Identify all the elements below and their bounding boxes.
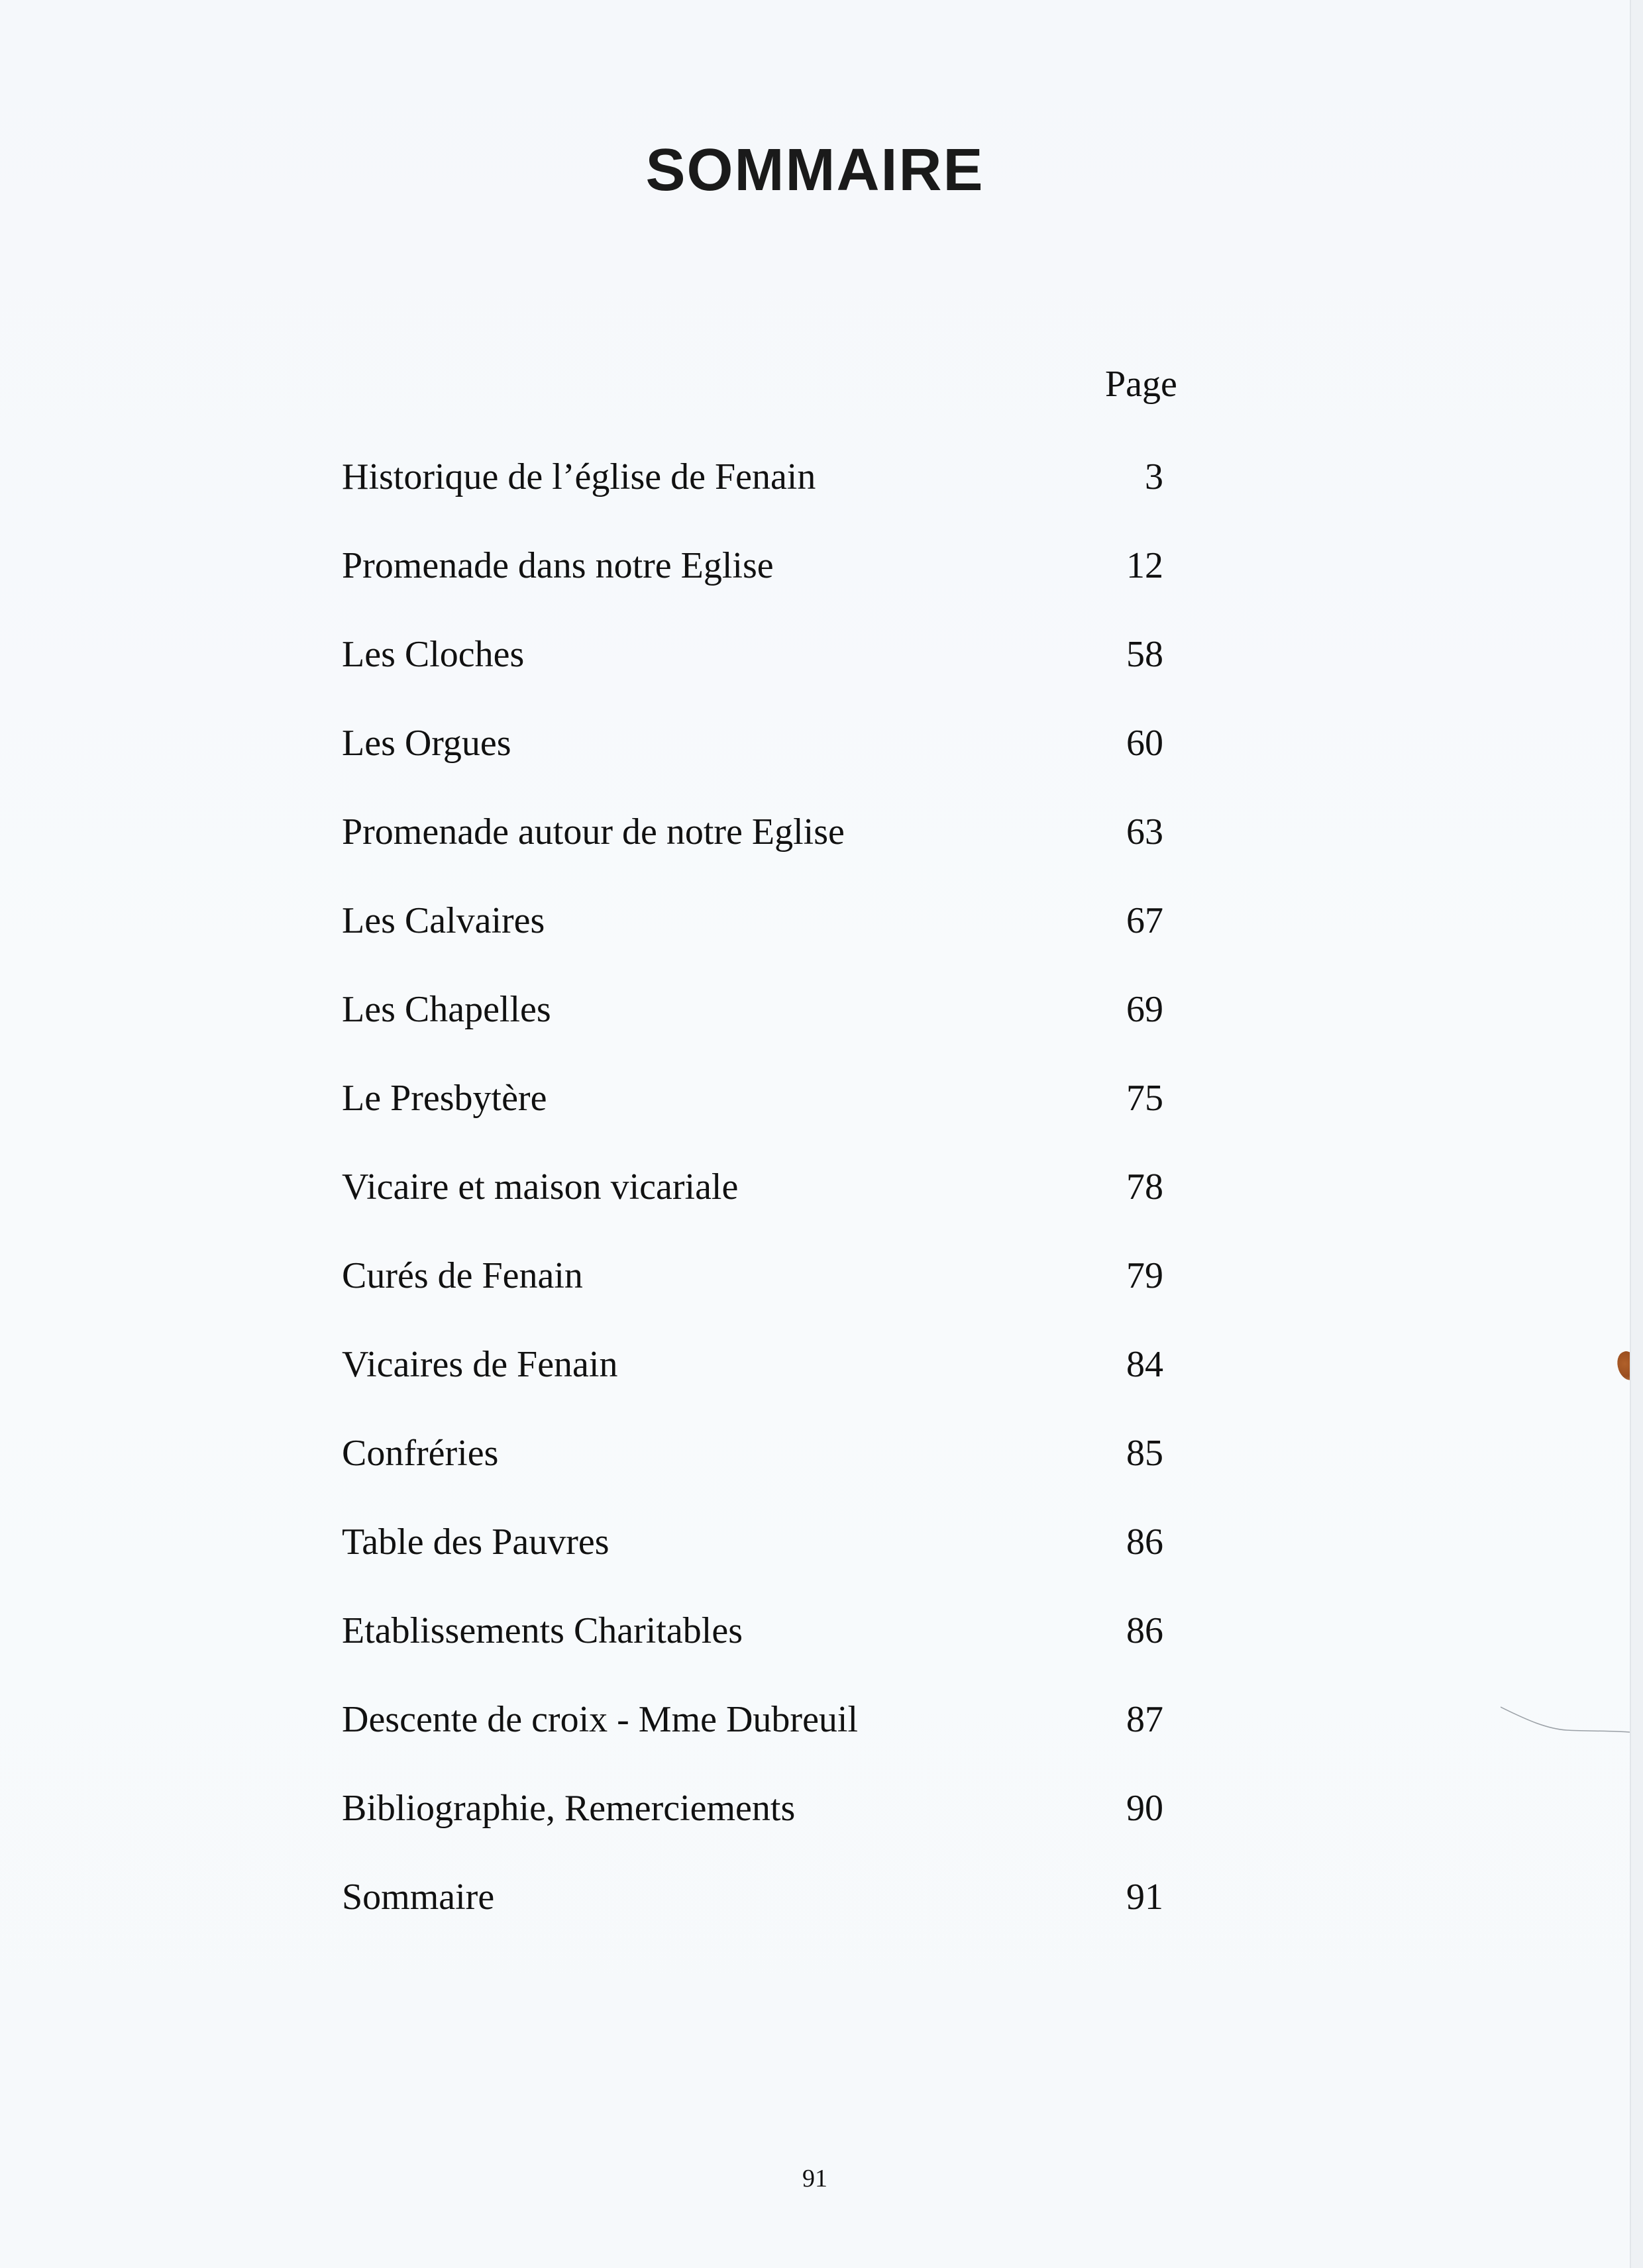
toc-entry <box>342 636 1163 725</box>
toc-entry-page: 3 <box>1145 456 1163 497</box>
toc-entry-title: Les Calvaires <box>342 900 545 941</box>
toc-entry-title: Bibliographie, Remerciements <box>342 1788 796 1829</box>
toc-entry <box>342 547 1163 636</box>
toc-entry <box>342 1790 1163 1879</box>
toc-entry-page: 63 <box>1126 811 1163 852</box>
toc-entry <box>342 1435 1163 1523</box>
toc-entry <box>342 725 1163 813</box>
toc-entry-page: 58 <box>1126 634 1163 675</box>
toc-entry <box>342 1257 1163 1346</box>
toc-entry-title: Promenade autour de notre Eglise <box>342 811 845 852</box>
toc-entry <box>342 1701 1163 1790</box>
scan-margin <box>1631 0 1643 2268</box>
toc-entry-title: Les Chapelles <box>342 989 551 1030</box>
footer-page-number: 91 <box>802 2165 827 2192</box>
toc-entry-title: Table des Pauvres <box>342 1521 610 1563</box>
toc-entry <box>342 1168 1163 1257</box>
toc-entry-title: Sommaire <box>342 1877 495 1918</box>
toc-entry-title: Historique de l’église de Fenain <box>342 456 816 497</box>
toc-entry-page: 69 <box>1126 989 1163 1030</box>
toc-entry <box>342 991 1163 1080</box>
toc-entry-page: 75 <box>1126 1078 1163 1119</box>
toc-entry-page: 85 <box>1126 1433 1163 1474</box>
toc-entry-title: Le Presbytère <box>342 1078 547 1119</box>
page-column-header: Page <box>1105 364 1177 405</box>
toc-entry <box>342 458 1163 547</box>
toc-entry-title: Etablissements Charitables <box>342 1610 743 1651</box>
toc-entry-page: 84 <box>1126 1344 1163 1385</box>
paper-scratch-mark <box>1501 1704 1643 1737</box>
page-title: SOMMAIRE <box>645 137 984 203</box>
toc-entry-page: 86 <box>1126 1521 1163 1563</box>
toc-entry <box>342 1612 1163 1701</box>
toc-entry <box>342 1523 1163 1612</box>
toc-entry-title: Promenade dans notre Eglise <box>342 545 774 586</box>
toc-entry <box>342 813 1163 902</box>
toc-entry-page: 90 <box>1126 1788 1163 1829</box>
toc-entry-page: 86 <box>1126 1610 1163 1651</box>
toc-entry <box>342 1346 1163 1435</box>
toc-entry-page: 79 <box>1126 1255 1163 1296</box>
toc-entry-page: 87 <box>1126 1699 1163 1740</box>
table-of-contents <box>342 458 1163 1967</box>
toc-entry-title: Curés de Fenain <box>342 1255 583 1296</box>
toc-entry-page: 12 <box>1126 545 1163 586</box>
toc-entry-title: Descente de croix - Mme Dubreuil <box>342 1699 859 1740</box>
toc-entry-page: 91 <box>1126 1877 1163 1918</box>
toc-entry <box>342 1080 1163 1168</box>
toc-entry-title: Confréries <box>342 1433 499 1474</box>
toc-entry-title: Vicaires de Fenain <box>342 1344 618 1385</box>
toc-entry-page: 78 <box>1126 1166 1163 1208</box>
toc-entry-title: Les Cloches <box>342 634 525 675</box>
toc-entry-title: Vicaire et maison vicariale <box>342 1166 739 1208</box>
toc-entry <box>342 1879 1163 1967</box>
toc-entry-page: 60 <box>1126 723 1163 764</box>
toc-entry <box>342 902 1163 991</box>
toc-entry-page: 67 <box>1126 900 1163 941</box>
toc-entry-title: Les Orgues <box>342 723 511 764</box>
